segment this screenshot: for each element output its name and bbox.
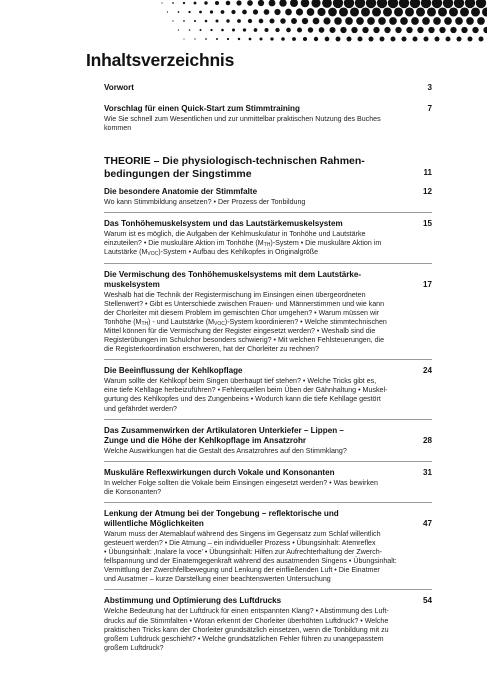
table-of-contents xyxy=(104,83,432,653)
halftone-dot xyxy=(356,17,364,25)
halftone-dot xyxy=(215,1,219,5)
halftone-dot xyxy=(450,27,456,33)
halftone-dot xyxy=(258,0,264,6)
halftone-dot xyxy=(433,17,441,25)
halftone-dot xyxy=(483,27,487,33)
halftone-dot xyxy=(243,28,246,31)
halftone-dot xyxy=(428,27,434,33)
halftone-dot xyxy=(421,0,431,8)
halftone-dot xyxy=(323,17,330,24)
halftone-dot xyxy=(311,0,320,8)
halftone-dot xyxy=(167,11,168,12)
halftone-dot xyxy=(411,17,419,25)
halftone-dot xyxy=(314,37,318,41)
halftone-dot xyxy=(194,2,197,5)
halftone-dot xyxy=(290,0,298,7)
halftone-dot xyxy=(322,0,332,8)
halftone-dot xyxy=(325,37,330,42)
halftone-dot xyxy=(296,8,303,15)
halftone-dot xyxy=(194,38,195,39)
toc-entry-title: Lenkung der Atmung bei der Tongebung – reflektorische und willentliche Möglichkeiten xyxy=(104,508,339,528)
halftone-dot xyxy=(178,29,179,30)
toc-entry-atmung xyxy=(104,509,432,585)
halftone-dot xyxy=(402,37,407,42)
halftone-dot xyxy=(391,37,396,42)
halftone-dot xyxy=(161,2,162,3)
halftone-dot xyxy=(369,37,374,42)
halftone-dot xyxy=(366,0,376,8)
toc-entry-anatomie xyxy=(104,187,432,207)
halftone-dot xyxy=(432,0,442,8)
divider xyxy=(104,419,432,420)
halftone-dot xyxy=(281,37,285,41)
toc-entry-title: Die Vermischung des Tonhöhemuskelsystems mit dem Lautstärke- muskelsystem xyxy=(104,269,362,289)
halftone-dot xyxy=(248,19,252,23)
halftone-dot xyxy=(435,37,440,42)
halftone-dot xyxy=(274,9,280,15)
toc-entry-title: Muskuläre Reflexwirkungen durch Vokale und Konsonanten xyxy=(104,467,335,477)
halftone-dot xyxy=(479,37,484,42)
halftone-dot xyxy=(388,0,398,8)
toc-page-number: 12 xyxy=(422,187,432,197)
halftone-dot xyxy=(279,0,286,7)
halftone-dot xyxy=(188,11,190,13)
header-dot-pattern xyxy=(0,0,487,46)
divider xyxy=(104,359,432,360)
divider xyxy=(104,461,432,462)
halftone-dot xyxy=(254,28,258,32)
halftone-dot xyxy=(457,37,462,42)
halftone-dot xyxy=(406,27,412,33)
toc-entry-title: Abstimmung und Optimierung des Luftdrucks xyxy=(104,596,282,606)
halftone-dot xyxy=(476,0,486,8)
toc-page-number: 15 xyxy=(422,219,432,229)
halftone-dot xyxy=(449,7,458,16)
halftone-dot xyxy=(292,37,296,41)
toc-entry-tonhoehe-lautstaerke xyxy=(104,219,432,257)
halftone-dot xyxy=(242,10,247,15)
halftone-dot xyxy=(399,0,409,8)
halftone-dot xyxy=(333,0,343,8)
toc-page-number: 24 xyxy=(422,366,432,376)
halftone-dot xyxy=(340,27,346,33)
halftone-dot xyxy=(417,27,423,33)
halftone-dot xyxy=(237,19,241,23)
halftone-dot xyxy=(226,1,231,6)
halftone-dot xyxy=(264,28,268,32)
halftone-dot xyxy=(249,38,252,41)
halftone-dot xyxy=(358,37,363,42)
toc-entry-description: Warum ist es möglich, die Aufgaben der Kehlmuskulatur in Tonhöhe und Lautstärke einzuteilen? • Die muskuläre Aktion im Tonhöhe $(M_{TH})$-System • Die muskuläre Aktion im Lautstärke $(M_{VOC})$-System • Aufbau des Kehlkopfes in Originalgröße xyxy=(104,230,382,258)
halftone-dot xyxy=(439,27,445,33)
divider xyxy=(104,212,432,213)
halftone-dot xyxy=(178,11,180,13)
halftone-dot xyxy=(413,37,418,42)
halftone-dot xyxy=(231,10,235,14)
page-title: Inhaltsverzeichnis xyxy=(86,50,235,70)
halftone-dot xyxy=(199,11,202,14)
toc-page-number: 31 xyxy=(422,467,432,477)
halftone-dot xyxy=(438,7,447,16)
halftone-dot xyxy=(336,37,341,42)
toc-entry-vorwort xyxy=(104,83,432,93)
halftone-dot xyxy=(216,20,219,23)
halftone-dot xyxy=(355,0,365,8)
halftone-dot xyxy=(221,10,225,14)
halftone-dot xyxy=(210,29,212,31)
toc-entry-quick-start xyxy=(104,104,432,133)
halftone-dot xyxy=(210,10,213,13)
halftone-dot xyxy=(189,29,191,31)
halftone-dot xyxy=(395,27,401,33)
halftone-dot xyxy=(377,0,387,8)
halftone-dot xyxy=(405,7,414,16)
toc-entry-description: Welche Bedeutung hat der Luftdruck für einen entspannten Klang? • Abstimmung des Luft- drucks auf die Stimmfalten • Woran erkennt der Chorleiter überhöhten Luftdruck? • Welche praktischen Tricks kann der Chorleiter grundsätzlich einsetzen, wenn die Tonbildung mit zu großem Luftdruck geschieht? • Welche grundsätzlichen Fehler führen zu unangepasstem großem Luftdruck? xyxy=(104,607,389,652)
halftone-dot xyxy=(455,17,463,25)
halftone-dot xyxy=(205,20,208,23)
halftone-dot xyxy=(482,7,487,16)
divider xyxy=(104,263,432,264)
halftone-dot xyxy=(317,8,325,16)
toc-section-title: THEORIE – Die physiologisch-technischen Rahmen- bedingungen der Singstimme xyxy=(104,155,365,181)
toc-entry-title: Die Beeinflussung der Kehlkopflage xyxy=(104,366,243,376)
toc-page-number: 7 xyxy=(427,104,432,113)
halftone-dot xyxy=(461,27,467,33)
halftone-dot xyxy=(380,37,385,42)
toc-entry-title: Das Zusammenwirken der Artikulatoren Unterkiefer – Lippen – Zunge und die Höhe der Kehlkopflage im Ansatzrohr xyxy=(104,425,344,445)
halftone-dot xyxy=(303,37,307,41)
halftone-dot xyxy=(285,9,292,16)
halftone-dot xyxy=(410,0,420,8)
halftone-dot xyxy=(216,38,218,40)
halftone-dot xyxy=(372,7,381,16)
halftone-dot xyxy=(351,27,357,33)
halftone-dot xyxy=(172,20,173,21)
halftone-dot xyxy=(200,29,202,31)
halftone-dot xyxy=(477,17,485,25)
halftone-dot xyxy=(465,0,475,8)
toc-entry-artikulatoren xyxy=(104,426,432,456)
toc-entry-description: Warum muss der Atemablauf während des Singens im Gegensatz zum Schlaf willentlich gesteuert werden? • Die Atmung – ein individueller Prozess • Übungsinhalt: Atemreflex • Übungsinhalt: ‚Inalare la voce' • Übungsinhalt: Hilfen zur Aufrechterhaltung der Zwerch- fellspannung und der Einatemgegenkraft während des ausatmenden Singens • Übungsinhalt: Vermittlung der Zwerchfellbewegung und Lenkung der einfließenden Luft • Die Einatmer und Ausatmer – kurze Darstellung einer beachtenswerten Untersuchung xyxy=(104,529,397,584)
halftone-dot xyxy=(460,7,469,16)
toc-page-number: 54 xyxy=(422,596,432,606)
halftone-dot xyxy=(286,28,291,33)
toc-entry-reflexwirkungen xyxy=(104,468,432,497)
halftone-dot xyxy=(350,7,359,16)
halftone-dot xyxy=(345,17,353,25)
halftone-dot xyxy=(297,27,302,32)
halftone-dot xyxy=(394,7,403,16)
halftone-dot xyxy=(172,2,174,4)
halftone-dot xyxy=(383,7,392,16)
halftone-dot xyxy=(253,9,258,14)
halftone-dot xyxy=(446,37,451,42)
halftone-dot xyxy=(291,18,297,24)
halftone-dot xyxy=(313,18,320,25)
toc-page-number: 17 xyxy=(422,279,432,289)
toc-entry-title: Die besondere Anatomie der Stimmfalte xyxy=(104,187,258,197)
toc-section-theorie xyxy=(104,155,432,181)
halftone-dot xyxy=(443,0,453,8)
halftone-dot xyxy=(400,17,408,25)
toc-entry-title: Das Tonhöhemuskelsystem und das Lautstärkemuskelsystem xyxy=(104,219,343,229)
toc-entry-description: Wo kann Stimmbildung ansetzen? • Der Prozess der Tonbildung xyxy=(104,198,306,207)
toc-page-number: 47 xyxy=(422,518,432,528)
halftone-dot xyxy=(389,17,397,25)
halftone-dot xyxy=(347,37,352,42)
toc-entry-title: Vorschlag für einen Quick-Start zum Stimmtraining xyxy=(104,104,300,113)
halftone-dot xyxy=(454,0,464,8)
halftone-dot xyxy=(468,37,473,42)
halftone-dot xyxy=(236,0,241,5)
halftone-dot xyxy=(361,7,370,16)
halftone-dot xyxy=(444,17,452,25)
halftone-dot xyxy=(269,0,276,6)
toc-entry-description: Welche Auswirkungen hat die Gestalt des Ansatzrohres auf den Stimmklang? xyxy=(104,446,347,455)
divider xyxy=(104,502,432,503)
halftone-dot xyxy=(427,7,436,16)
halftone-dot xyxy=(259,37,262,40)
halftone-dot xyxy=(307,8,315,16)
halftone-dot xyxy=(373,27,379,33)
halftone-dot xyxy=(319,27,325,33)
halftone-dot xyxy=(238,38,240,40)
halftone-dot xyxy=(183,2,185,4)
halftone-dot xyxy=(227,38,229,40)
halftone-dot xyxy=(344,0,354,8)
halftone-dot xyxy=(466,17,474,25)
halftone-dot xyxy=(471,7,480,16)
halftone-dot xyxy=(328,8,337,17)
halftone-dot xyxy=(232,29,235,32)
halftone-dot xyxy=(378,17,386,25)
toc-entry-kehlkopflage xyxy=(104,366,432,413)
halftone-dot xyxy=(339,7,348,16)
halftone-dot xyxy=(221,29,224,32)
halftone-dot xyxy=(308,27,313,32)
halftone-dot xyxy=(183,20,185,22)
halftone-dot xyxy=(329,27,335,33)
halftone-dot xyxy=(204,1,207,4)
halftone-dot xyxy=(302,18,308,24)
toc-entry-luftdruck xyxy=(104,596,432,652)
halftone-dot xyxy=(422,17,430,25)
halftone-dot xyxy=(472,27,478,33)
halftone-dot xyxy=(226,19,229,22)
halftone-dot xyxy=(362,27,368,33)
halftone-dot xyxy=(269,18,274,23)
halftone-dot xyxy=(270,37,273,40)
halftone-dot xyxy=(183,38,184,39)
toc-entry-description: In welcher Folge sollten die Vokale beim Einsingen eingesetzt werden? • Was bewirken die Konsonanten? xyxy=(104,478,378,496)
halftone-dot xyxy=(205,38,207,40)
toc-page-number: 28 xyxy=(422,435,432,445)
toc-entry-description: Wie Sie schnell zum Wesentlichen und zur unmittelbar praktischen Nutzung des Buches kommen xyxy=(104,115,381,133)
halftone-dot xyxy=(194,20,196,22)
toc-entry-description: Weshalb hat die Technik der Registermischung im Einsingen einen übergeordneten Stellenwert? • Gibt es Unterschiede zwischen Frauen- und Männerstimmen und wie kann der Chorleiter mit diesem Problem im gemischten Chor umgehen? • Warum müssen wir Tonhöhe $(M_{TH})$ - und Lautstärke $(M_{VOC})$-System koordinieren? • Welche stimmtechnischen Mittel können für die Vermischung der Register eingesetzt werden? • Weshalb sind die Registerübungen im Schulchor besonders schwierig? • Mit welchen Fehlsteuerungen, die die Registerkoordination erschweren, hat der Chorleiter zu rechnen? xyxy=(104,290,387,354)
halftone-dot xyxy=(275,28,279,32)
halftone-dot xyxy=(384,27,390,33)
halftone-dot xyxy=(259,19,264,24)
halftone-dot xyxy=(247,0,253,6)
halftone-dot xyxy=(416,7,425,16)
halftone-dot xyxy=(424,37,429,42)
divider xyxy=(104,589,432,590)
halftone-dot xyxy=(301,0,310,7)
toc-entry-vermischung xyxy=(104,270,432,355)
toc-page-number: 11 xyxy=(423,168,432,178)
halftone-dot xyxy=(264,9,270,15)
halftone-dot xyxy=(334,17,342,25)
toc-entry-title: Vorwort xyxy=(104,83,134,92)
halftone-dot xyxy=(367,17,375,25)
toc-page-number: 3 xyxy=(427,83,432,92)
toc-entry-description: Warum sollte der Kehlkopf beim Singen überhaupt tief stehen? • Welche Tricks gibt es, eine tiefe Kehllage herbeizuführen? • Fehlerquellen beim Üben der Gähnhaltung • Muskel- gurtung des Kehlkopfes und des Zungenbeins • Wodurch kann die tiefe Kehllage gestört und gefährdet werden? xyxy=(104,377,388,413)
halftone-dot xyxy=(280,18,286,24)
